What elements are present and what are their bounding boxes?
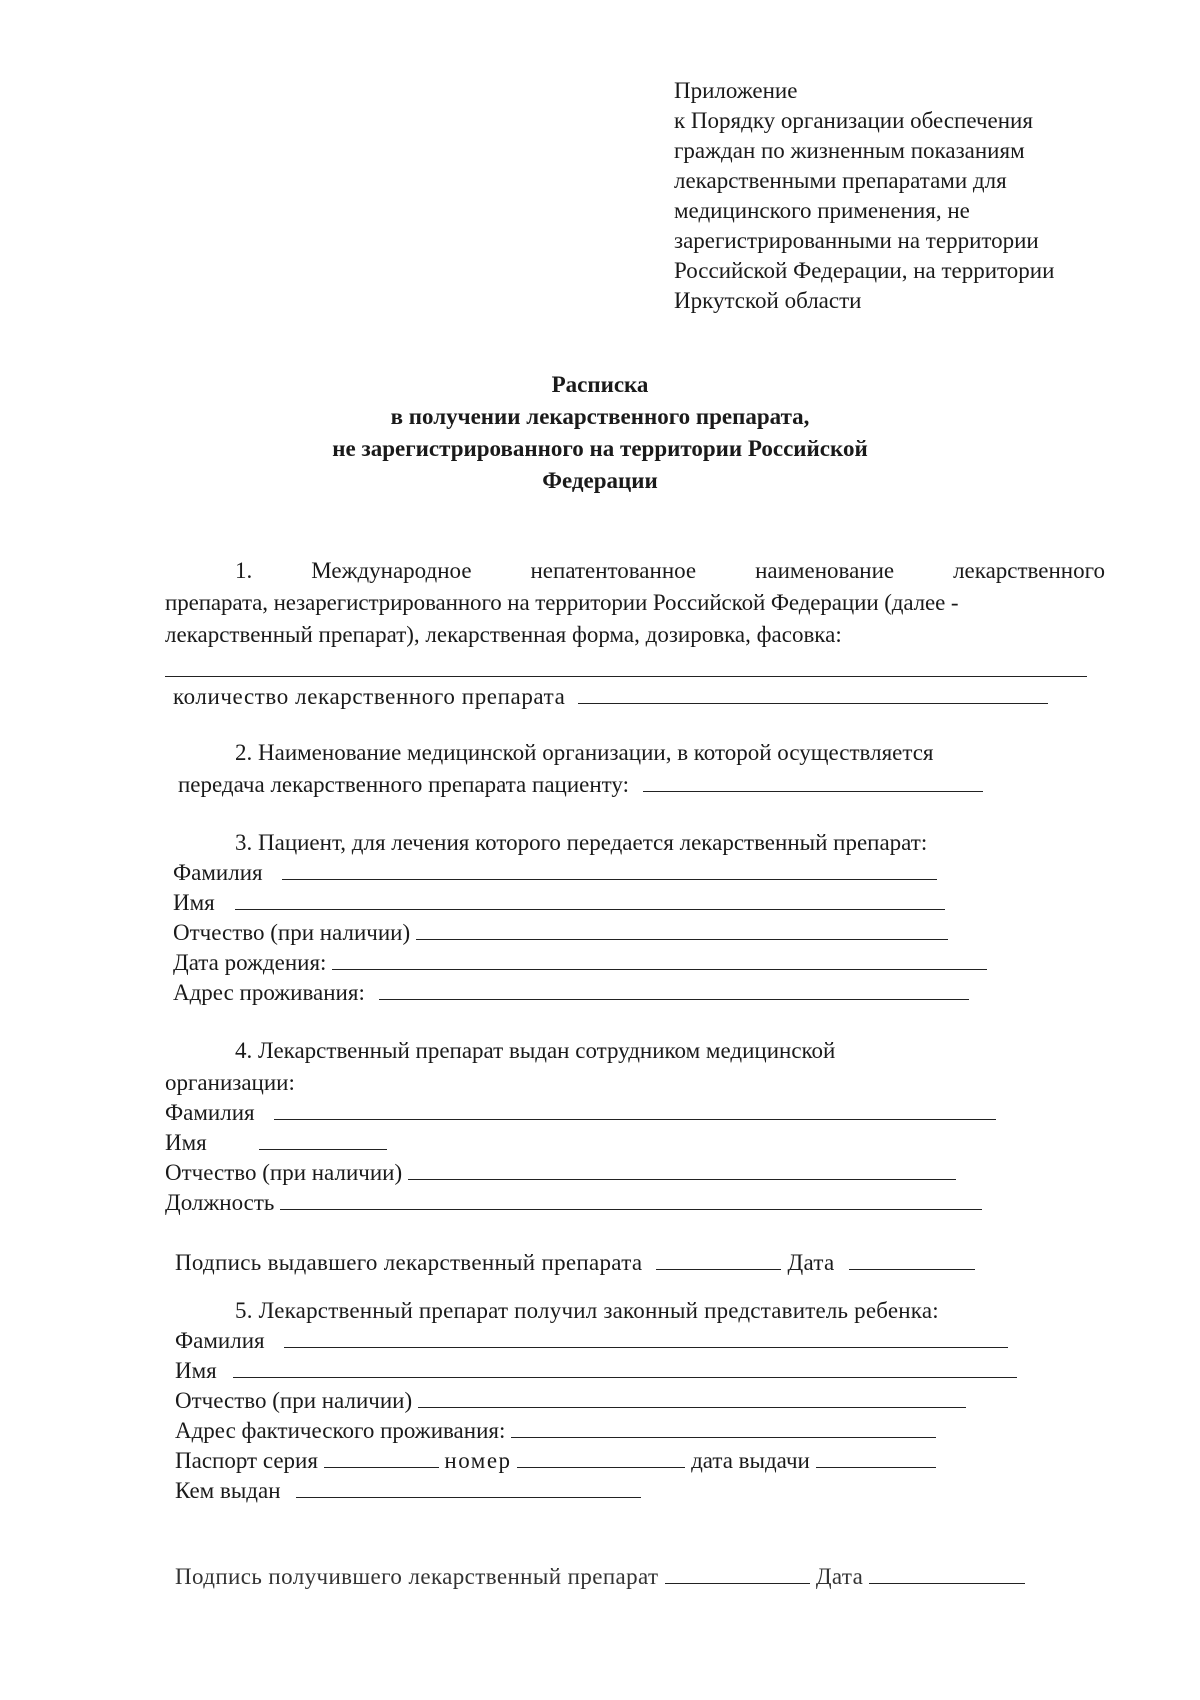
section1-first-line: [235, 556, 1105, 586]
section4-heading: организации:: [165, 1070, 295, 1095]
appendix-line: к Порядку организации обеспечения: [674, 108, 1033, 133]
title-line: Расписка: [551, 372, 649, 397]
receiver-signature-label: Подпись получившего лекарственный препарат: [175, 1564, 659, 1589]
patient-surname-label: Фамилия: [173, 860, 263, 885]
issued-by-label: Кем выдан: [175, 1478, 281, 1503]
section1-word: наименование: [755, 558, 895, 583]
rep-issued-by-row: [175, 1476, 641, 1506]
patient-name-label: Имя: [173, 890, 215, 915]
receiver-signature-row: [175, 1562, 1025, 1592]
appendix-line: медицинского применения, не: [674, 198, 970, 223]
rep-name-row: [175, 1356, 1017, 1386]
section2-line: 2. Наименование медицинской организации, в которой осуществляется: [235, 740, 934, 765]
patient-patronymic-row: [173, 918, 948, 948]
appendix-line: зарегистрированными на территории: [674, 228, 1039, 253]
title-line: Федерации: [542, 468, 658, 493]
quantity-row: [173, 682, 1048, 712]
staff-signature-row: [175, 1248, 975, 1278]
patient-address-label: Адрес проживания:: [173, 980, 365, 1005]
receiver-date-label: Дата: [815, 1564, 864, 1589]
rep-address-field[interactable]: [511, 1436, 936, 1438]
rep-address-row: [175, 1416, 936, 1446]
rep-passport-row: [175, 1446, 936, 1476]
patient-address-row: [173, 978, 969, 1008]
section1-word: 1.: [235, 558, 253, 583]
rep-address-label: Адрес фактического проживания:: [175, 1418, 506, 1443]
rep-name-field[interactable]: [233, 1376, 1017, 1378]
staff-date-label: Дата: [787, 1250, 835, 1275]
passport-series-label: Паспорт серия: [175, 1448, 318, 1473]
quantity-label: количество лекарственного препарата: [173, 684, 566, 709]
passport-issue-date-label: дата выдачи: [691, 1448, 810, 1473]
passport-number-label: номер: [444, 1448, 512, 1473]
patient-birthdate-field[interactable]: [332, 968, 987, 970]
quantity-field[interactable]: [578, 702, 1048, 704]
rep-surname-row: [175, 1326, 1008, 1356]
patient-surname-row: [173, 858, 937, 888]
passport-issue-date-field[interactable]: [816, 1466, 936, 1468]
appendix-line: Приложение: [674, 78, 798, 103]
staff-position-row: [165, 1188, 982, 1218]
patient-address-field[interactable]: [379, 998, 969, 1000]
passport-series-field[interactable]: [324, 1466, 439, 1468]
receiver-date-field[interactable]: [869, 1582, 1025, 1584]
appendix-line: Российской Федерации, на территории: [674, 258, 1055, 283]
patient-birthdate-label: Дата рождения:: [173, 950, 327, 975]
appendix-line: граждан по жизненным показаниям: [674, 138, 1025, 163]
rep-name-label: Имя: [175, 1358, 217, 1383]
appendix-line: лекарственными препаратами для: [674, 168, 1007, 193]
staff-signature-label: Подпись выдавшего лекарственный препарата: [175, 1250, 643, 1275]
rep-patronymic-field[interactable]: [418, 1406, 966, 1408]
section1-word: Международное: [311, 558, 472, 583]
section1-word: непатентованное: [530, 558, 697, 583]
patient-name-row: [173, 888, 945, 918]
section4-heading: 4. Лекарственный препарат выдан сотрудником медицинской: [235, 1038, 836, 1063]
passport-number-field[interactable]: [517, 1466, 685, 1468]
patient-patronymic-label: Отчество (при наличии): [173, 920, 411, 945]
staff-surname-row: [165, 1098, 996, 1128]
staff-surname-field[interactable]: [274, 1118, 996, 1120]
rep-patronymic-row: [175, 1386, 966, 1416]
section2-line: передача лекарственного препарата пациенту:: [178, 772, 630, 797]
patient-birthdate-row: [173, 948, 987, 978]
staff-name-field[interactable]: [259, 1148, 387, 1150]
patient-name-field[interactable]: [235, 908, 945, 910]
section1-line: препарата, незарегистрированного на территории Российской Федерации (далее -: [165, 590, 959, 615]
issued-by-field[interactable]: [296, 1496, 641, 1498]
rep-patronymic-label: Отчество (при наличии): [175, 1388, 413, 1413]
rep-surname-field[interactable]: [284, 1346, 1008, 1348]
staff-patronymic-label: Отчество (при наличии): [165, 1160, 403, 1185]
staff-position-label: Должность: [165, 1190, 275, 1215]
staff-name-label: Имя: [165, 1130, 207, 1155]
drug-description-field[interactable]: [165, 676, 1087, 677]
staff-date-field[interactable]: [849, 1268, 975, 1270]
medical-organization-field[interactable]: [643, 790, 983, 792]
staff-patronymic-row: [165, 1158, 956, 1188]
patient-patronymic-field[interactable]: [416, 938, 948, 940]
staff-signature-field[interactable]: [656, 1268, 781, 1270]
staff-name-row: [165, 1128, 387, 1158]
receiver-signature-field[interactable]: [665, 1582, 810, 1584]
staff-position-field[interactable]: [280, 1208, 982, 1210]
title-line: не зарегистрированного на территории Российской: [332, 436, 868, 461]
staff-patronymic-field[interactable]: [408, 1178, 956, 1180]
patient-surname-field[interactable]: [282, 878, 937, 880]
section2-line-row: [178, 770, 983, 800]
section3-heading: 3. Пациент, для лечения которого передается лекарственный препарат:: [235, 830, 928, 855]
section1-word: лекарственного: [953, 558, 1105, 583]
section1-line: лекарственный препарат), лекарственная форма, дозировка, фасовка:: [165, 622, 842, 647]
rep-surname-label: Фамилия: [175, 1328, 265, 1353]
section5-heading: 5. Лекарственный препарат получил законный представитель ребенка:: [235, 1298, 939, 1323]
staff-surname-label: Фамилия: [165, 1100, 255, 1125]
title-line: в получении лекарственного препарата,: [390, 404, 810, 429]
appendix-line: Иркутской области: [674, 288, 862, 313]
